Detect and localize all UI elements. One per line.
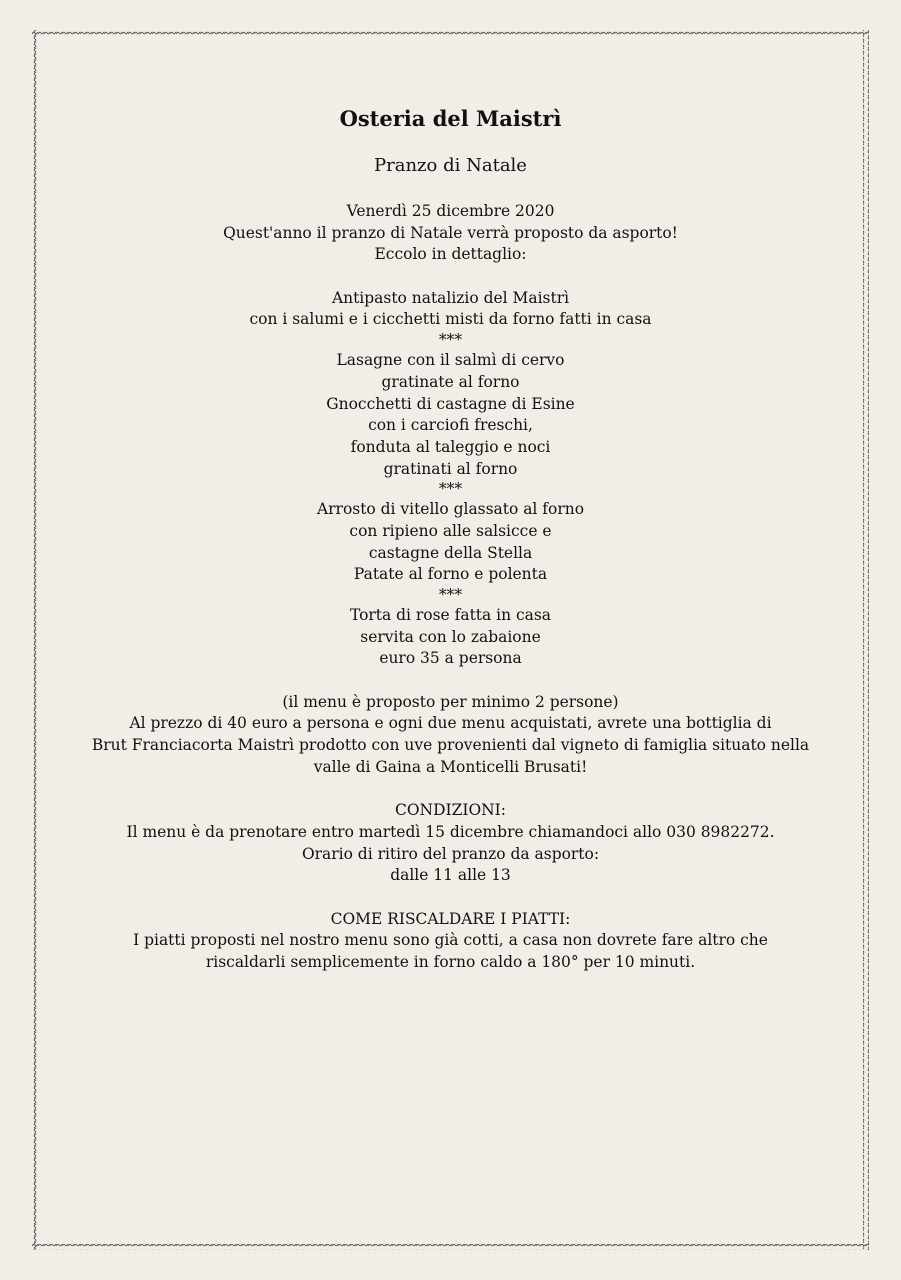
offer-line: valle di Gaina a Monticelli Brusati!	[313, 757, 588, 776]
menu-line: castagne della Stella	[368, 543, 533, 562]
offer-line: Al prezzo di 40 euro a persona e ogni due menu acquistati, avrete una bottiglia di	[129, 714, 772, 733]
conditions-line: Il menu è da prenotare entro martedì 15 dicembre chiamandoci allo 030 8982272.	[126, 822, 775, 841]
menu-line: fonduta al taleggio e noci	[350, 437, 551, 456]
offer-line: Brut Franciacorta Maistrì prodotto con uve provenienti dal vigneto di famiglia situato nella	[91, 736, 810, 755]
document-body	[32, 201, 869, 974]
spacer	[32, 887, 869, 909]
menu-separator: ***	[438, 586, 463, 604]
offer-line: (il menu è proposto per minimo 2 persone)	[282, 692, 619, 711]
conditions-heading: CONDIZIONI:	[395, 801, 506, 820]
conditions-line: Orario di ritiro del pranzo da asporto:	[301, 844, 600, 863]
spacer	[32, 266, 869, 288]
menu-line: con ripieno alle salsicce e	[349, 521, 552, 540]
menu-line: Lasagne con il salmì di cervo	[336, 351, 565, 370]
menu-separator: ***	[438, 480, 463, 499]
menu-line: con i salumi e i cicchetti misti da forno fatti in casa	[249, 310, 652, 329]
page-subtitle: Pranzo di Natale	[374, 155, 527, 176]
menu-separator: ***	[438, 331, 463, 350]
intro-line: Eccolo in dettaglio:	[374, 245, 527, 264]
intro-line: Quest'anno il pranzo di Natale verrà proposto da asporto!	[223, 223, 678, 242]
menu-line: con i carciofi freschi,	[368, 416, 533, 435]
intro-date: Venerdì 25 dicembre 2020	[346, 202, 555, 220]
menu-line: servita con lo zabaione	[360, 627, 541, 646]
menu-line: Arrosto di vitello glassato al forno	[316, 500, 585, 519]
menu-line: Patate al forno e polenta	[353, 565, 548, 584]
conditions-line: dalle 11 alle 13	[390, 866, 511, 885]
page-title: Osteria del Maistrì	[339, 106, 562, 131]
menu-price: euro 35 a persona	[379, 649, 522, 668]
spacer	[32, 779, 869, 801]
reheat-heading: COME RISCALDARE I PIATTI:	[330, 909, 571, 928]
menu-line: Antipasto natalizio del Maistrì	[331, 288, 570, 307]
menu-line: gratinate al forno	[381, 372, 520, 391]
menu-line: gratinati al forno	[383, 459, 518, 478]
reheat-line: riscaldarli semplicemente in forno caldo a 180° per 10 minuti.	[205, 953, 696, 971]
reheat-line: I piatti proposti nel nostro menu sono già cotti, a casa non dovrete fare altro che	[133, 931, 768, 950]
spacer	[32, 670, 869, 692]
menu-line: Gnocchetti di castagne di Esine	[326, 394, 575, 413]
menu-line: Torta di rose fatta in casa	[349, 606, 552, 624]
